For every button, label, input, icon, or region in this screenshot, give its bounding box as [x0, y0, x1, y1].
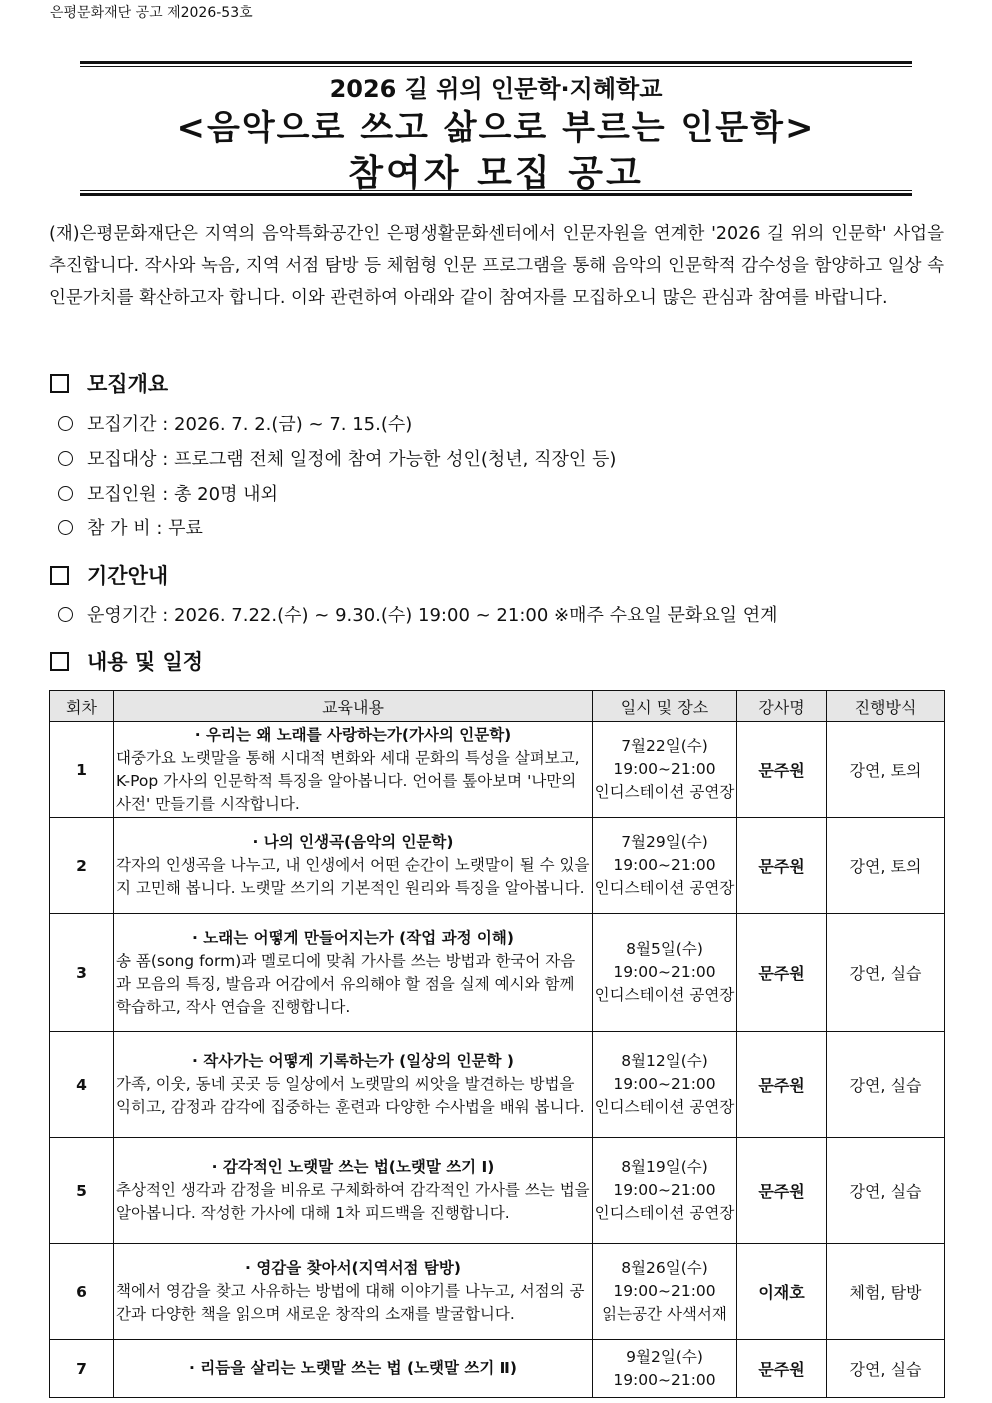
session-title: · 감각적인 노랫말 쓰는 법(노랫말 쓰기 Ⅰ) — [211, 1158, 495, 1176]
session-title: · 우리는 왜 노래를 사랑하는가(가사의 인문학) — [194, 725, 512, 744]
title-rule-bottom — [80, 193, 912, 196]
notice-number: 은평문화재단 공고 제2026-53호 — [50, 5, 253, 21]
title-line-2: <음악으로 쓰고 삶으로 부르는 인문학> — [176, 108, 816, 148]
session-content — [114, 722, 593, 818]
session-place: 인디스테이션 공연장 — [594, 1204, 735, 1222]
session-content — [114, 1138, 593, 1244]
circle-bullet-icon — [58, 520, 73, 535]
overview-item — [58, 480, 278, 506]
session-number: 5 — [50, 1138, 114, 1244]
session-time: 19:00~21:00 — [613, 1282, 716, 1300]
circle-bullet-icon — [58, 416, 73, 431]
session-date: 8월5일(수) — [626, 940, 703, 958]
header-instructor: 강사명 — [737, 691, 827, 722]
overview-item-text: 모집기간 : 2026. 7. 2.(금) ~ 7. 15.(수) — [87, 414, 413, 435]
session-date: 8월26일(수) — [621, 1259, 708, 1277]
session-date: 9월2일(수) — [626, 1347, 703, 1366]
session-date: 8월19일(수) — [621, 1158, 708, 1176]
session-mode: 강연, 실습 — [827, 1138, 945, 1244]
session-content — [114, 1340, 593, 1398]
table-row — [50, 818, 945, 914]
session-description: 추상적인 생각과 감정을 비유로 구체화하여 감각적인 가사를 쓰는 법을 알아봅니다. 작성한 가사에 대해 1차 피드백을 진행합니다. — [116, 1181, 590, 1222]
table-row — [50, 1138, 945, 1244]
session-date: 7월29일(수) — [621, 833, 708, 851]
period-item — [58, 601, 778, 627]
session-time: 19:00~21:00 — [613, 1181, 716, 1199]
session-place: 인디스테이션 공연장 — [594, 783, 735, 801]
table-row — [50, 914, 945, 1032]
session-description: 가족, 이웃, 동네 곳곳 등 일상에서 노랫말의 씨앗을 발견하는 방법을 익히고, 감정과 감각에 집중하는 훈련과 다양한 수사법을 배워 봅니다. — [116, 1075, 585, 1116]
session-date: 8월12일(수) — [621, 1052, 708, 1070]
header-session: 회차 — [50, 691, 114, 722]
schedule-table — [49, 690, 945, 1398]
circle-bullet-icon — [58, 486, 73, 501]
overview-item — [58, 410, 412, 436]
session-mode: 체험, 탐방 — [827, 1244, 945, 1340]
title-rule-bottom-thin — [80, 190, 912, 191]
session-description: 책에서 영감을 찾고 사유하는 방법에 대해 이야기를 나누고, 서점의 공간과 다양한 책을 읽으며 새로운 창작의 소재를 발굴합니다. — [116, 1282, 585, 1323]
intro-paragraph: (재)은평문화재단은 지역의 음악특화공간인 은평생활문화센터에서 인문자원을 연계한 '2026 길 위의 인문학' 사업을 추진합니다. 작사와 녹음, 지역 서점 탐방 등 체험형 인문 프로그램을 통해 음악의 인문학적 감수성을 함양하고 일상 속 인문가치를 확산하고자 합니다. 이와 관련하여 아래와 같이 참여자를 모집하오니 많은 관심과 참여를 바랍니다. — [49, 224, 944, 308]
period-item-text: 운영기간 : 2026. 7.22.(수) ~ 9.30.(수) 19:00 ~ 21:00 ※매주 수요일 문화요일 연계 — [87, 605, 778, 626]
session-datetime — [593, 914, 737, 1032]
session-time: 19:00~21:00 — [613, 1370, 716, 1389]
session-number: 4 — [50, 1032, 114, 1138]
session-title: · 영감을 찾아서(지역서점 탐방) — [245, 1259, 461, 1277]
header-datetime-place: 일시 및 장소 — [593, 691, 737, 722]
session-date: 7월22일(수) — [621, 737, 708, 755]
overview-item-text: 모집인원 : 총 20명 내외 — [87, 484, 278, 505]
section-schedule-heading — [50, 646, 203, 676]
session-title: · 리듬을 살리는 노랫말 쓰는 법 (노랫말 쓰기 Ⅱ) — [189, 1359, 517, 1377]
table-header-row — [50, 691, 945, 722]
title-block — [80, 61, 912, 196]
session-instructor: 문주원 — [737, 914, 827, 1032]
section-period-heading — [50, 560, 168, 590]
title-line-3: 참여자 모집 공고 — [348, 153, 644, 194]
section-schedule-title: 내용 및 일정 — [87, 650, 204, 674]
session-mode: 강연, 실습 — [827, 1032, 945, 1138]
session-time: 19:00~21:00 — [613, 963, 716, 981]
overview-item — [58, 445, 616, 471]
section-overview-heading — [50, 368, 168, 398]
session-datetime — [593, 1138, 737, 1244]
square-bullet-icon — [50, 374, 69, 393]
session-content — [114, 914, 593, 1032]
session-mode: 강연, 토의 — [827, 722, 945, 818]
session-instructor: 이재호 — [737, 1244, 827, 1340]
session-datetime — [593, 722, 737, 818]
session-place: 인디스테이션 공연장 — [594, 986, 735, 1004]
session-datetime — [593, 1032, 737, 1138]
session-instructor: 문주원 — [737, 1340, 827, 1398]
header-mode: 진행방식 — [827, 691, 945, 722]
square-bullet-icon — [50, 566, 69, 585]
session-time: 19:00~21:00 — [613, 856, 716, 874]
session-place: 인디스테이션 공연장 — [594, 879, 735, 897]
circle-bullet-icon — [58, 607, 73, 622]
session-mode: 강연, 실습 — [827, 914, 945, 1032]
header-content: 교육내용 — [114, 691, 593, 722]
session-description: 대중가요 노랫말을 통해 시대적 변화와 세대 문화의 특성을 살펴보고, K-Pop 가사의 인문학적 특징을 알아봅니다. 언어를 톺아보며 '나만의 사전' 만들기를 시작합니다. — [116, 748, 580, 813]
session-instructor: 문주원 — [737, 1138, 827, 1244]
session-number: 3 — [50, 914, 114, 1032]
session-content — [114, 1244, 593, 1340]
session-description: 송 폼(song form)과 멜로디에 맞춰 가사를 쓰는 방법과 한국어 자음과 모음의 특징, 발음과 어감에서 유의해야 할 점을 실제 예시와 함께 학습하고, 작사 연습을 진행합니다. — [116, 951, 576, 1016]
session-instructor: 문주원 — [737, 722, 827, 818]
overview-item — [58, 514, 203, 540]
session-instructor: 문주원 — [737, 1032, 827, 1138]
session-title: · 작사가는 어떻게 기록하는가 (일상의 인문학 ) — [192, 1052, 514, 1070]
session-number: 7 — [50, 1340, 114, 1398]
square-bullet-icon — [50, 652, 69, 671]
session-content — [114, 818, 593, 914]
session-time: 19:00~21:00 — [613, 760, 716, 778]
session-title: · 노래는 어떻게 만들어지는가 (작업 과정 이해) — [192, 928, 514, 947]
session-datetime — [593, 1244, 737, 1340]
session-title: · 나의 인생곡(음악의 인문학) — [252, 833, 454, 851]
table-row — [50, 1340, 945, 1398]
session-number: 2 — [50, 818, 114, 914]
session-description: 각자의 인생곡을 나누고, 내 인생에서 어떤 순간이 노랫말이 될 수 있을지 고민해 봅니다. 노랫말 쓰기의 기본적인 원리와 특징을 알아봅니다. — [116, 856, 590, 897]
session-place: 인디스테이션 공연장 — [594, 1098, 735, 1116]
session-content — [114, 1032, 593, 1138]
section-overview-title: 모집개요 — [87, 372, 169, 396]
session-mode: 강연, 실습 — [827, 1340, 945, 1398]
table-row — [50, 1032, 945, 1138]
session-datetime — [593, 1340, 737, 1398]
session-datetime — [593, 818, 737, 914]
session-mode: 강연, 토의 — [827, 818, 945, 914]
title-line-1: 2026 길 위의 인문학·지혜학교 — [329, 75, 663, 103]
session-number: 6 — [50, 1244, 114, 1340]
title-rule-top-thin — [80, 66, 912, 67]
table-row — [50, 1244, 945, 1340]
overview-item-text: 참 가 비 : 무료 — [87, 518, 203, 539]
table-row — [50, 722, 945, 818]
session-time: 19:00~21:00 — [613, 1075, 716, 1093]
overview-item-text: 모집대상 : 프로그램 전체 일정에 참여 가능한 성인(청년, 직장인 등) — [87, 449, 617, 470]
session-place: 읽는공간 사색서재 — [602, 1305, 727, 1323]
circle-bullet-icon — [58, 451, 73, 466]
session-number: 1 — [50, 722, 114, 818]
section-period-title: 기간안내 — [87, 564, 169, 588]
title-rule-top — [80, 61, 912, 64]
session-instructor: 문주원 — [737, 818, 827, 914]
